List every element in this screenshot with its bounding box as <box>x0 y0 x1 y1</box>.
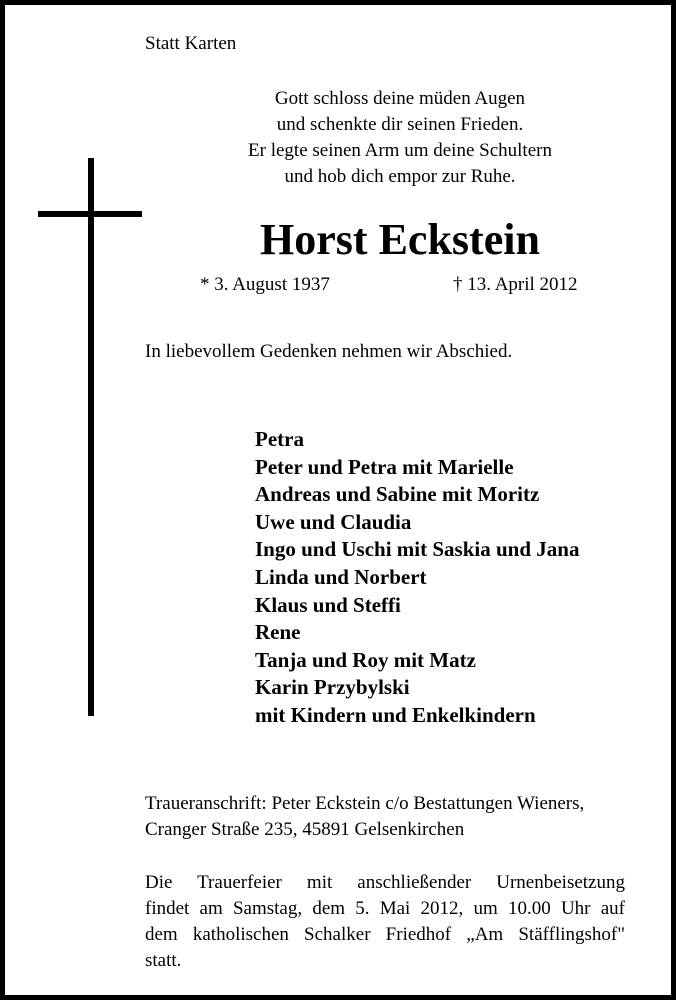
service-line: findet am Samstag, dem 5. Mai 2012, um 10.00 Uhr auf <box>145 898 625 919</box>
mourner-entry: Karin Przybylski <box>255 675 410 700</box>
mourner-entry: Tanja und Roy mit Matz <box>255 647 476 672</box>
address-line: Traueranschrift: Peter Eckstein c/o Bestattungen Wieners, <box>145 793 585 814</box>
poem-line: Er legte seinen Arm um deine Schultern <box>248 140 552 161</box>
mourner-entry: Ingo und Uschi mit Saskia und Jana <box>255 537 580 562</box>
mourner-entry: Linda und Norbert <box>255 564 427 589</box>
header-note: Statt Karten <box>145 33 237 54</box>
mourning-address <box>145 791 584 843</box>
mourner-entry: mit Kindern und Enkelkindern <box>255 702 536 727</box>
mourner-entry: Uwe und Claudia <box>255 509 412 534</box>
cross-icon <box>88 158 94 716</box>
mourner-entry: Andreas und Sabine mit Moritz <box>255 482 540 507</box>
poem-line: und hob dich empor zur Ruhe. <box>284 166 516 187</box>
poem <box>200 86 600 190</box>
mourner-entry: Petra <box>255 427 304 451</box>
mourner-entry: Peter und Petra mit Marielle <box>255 454 514 479</box>
mourner-entry: Rene <box>255 620 301 645</box>
service-line: statt. <box>145 950 182 971</box>
farewell-text: In liebevollem Gedenken nehmen wir Abschied. <box>145 341 513 362</box>
poem-line: und schenkte dir seinen Frieden. <box>276 114 524 135</box>
cross-icon-beam <box>38 211 142 217</box>
deceased-name: Horst Eckstein <box>260 215 540 264</box>
mourners-list <box>255 426 579 730</box>
address-line: Cranger Straße 235, 45891 Gelsenkirchen <box>145 819 465 840</box>
birth-date: * 3. August 1937 <box>200 274 330 295</box>
service-info <box>145 870 625 974</box>
poem-line: Gott schloss deine müden Augen <box>274 88 526 109</box>
death-date: † 13. April 2012 <box>453 274 578 295</box>
mourner-entry: Klaus und Steffi <box>255 592 401 617</box>
service-line: dem katholischen Schalker Friedhof „Am Stäfflingshof" <box>145 924 625 945</box>
service-line: Die Trauerfeier mit anschließender Urnenbeisetzung <box>145 872 625 893</box>
